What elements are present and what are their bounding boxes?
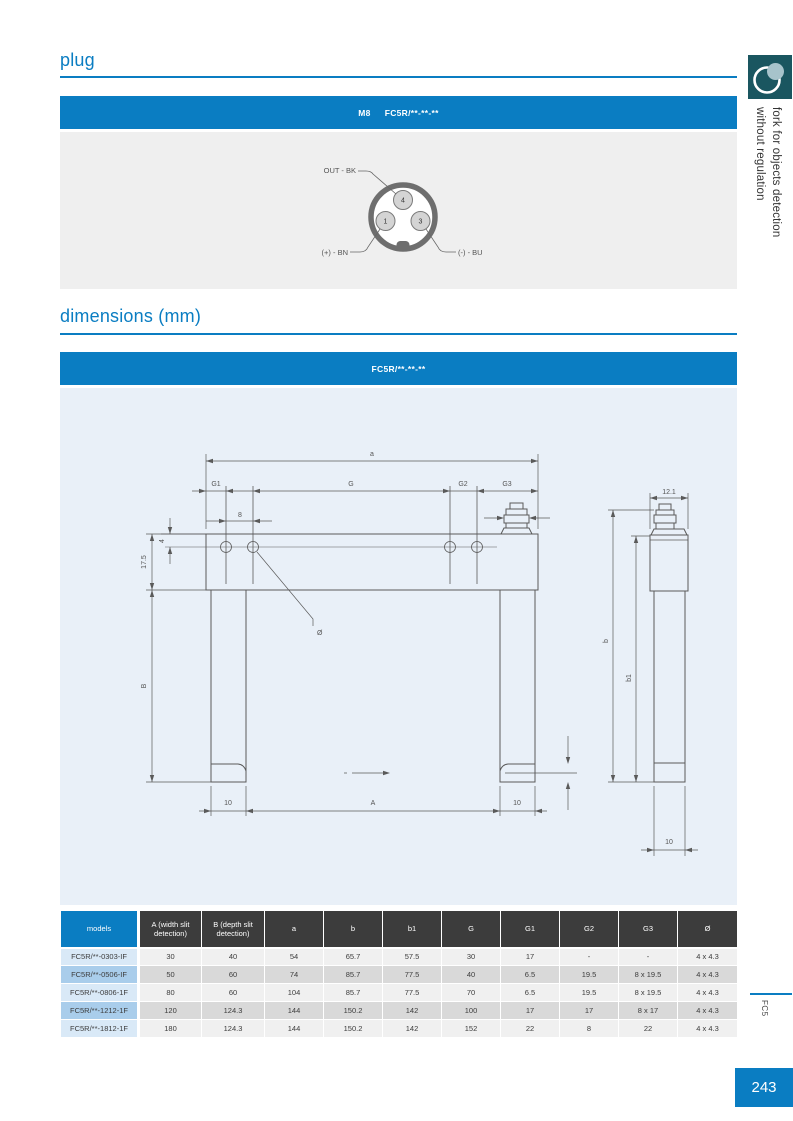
col-header: G1 bbox=[501, 911, 560, 948]
spec-value-cell: 6.5 bbox=[501, 984, 560, 1002]
col-header: b1 bbox=[383, 911, 442, 948]
spec-value-cell: 4 x 4.3 bbox=[678, 1002, 738, 1020]
table-row bbox=[61, 948, 738, 966]
spec-value-cell: 144 bbox=[265, 1002, 324, 1020]
spec-value-cell: 4 x 4.3 bbox=[678, 984, 738, 1002]
chapter-title-line1: fork for objects detection bbox=[770, 107, 782, 238]
table-row bbox=[61, 1002, 738, 1020]
model-name-cell: FC5R/**-1812-1F bbox=[61, 1020, 139, 1038]
spec-value-cell: - bbox=[560, 948, 619, 966]
spec-value-cell: 8 x 19.5 bbox=[619, 984, 678, 1002]
technical-drawing bbox=[60, 388, 737, 905]
spec-value-cell: 6.5 bbox=[501, 966, 560, 984]
spec-value-cell: 17 bbox=[501, 948, 560, 966]
dim-label-g: G bbox=[348, 481, 354, 488]
dimensions-bar bbox=[60, 352, 737, 385]
dim-label-10-side: 10 bbox=[665, 839, 673, 846]
side-view-dim-labels bbox=[603, 489, 676, 846]
spec-table-body bbox=[61, 948, 738, 1038]
spec-value-cell: 77.5 bbox=[383, 984, 442, 1002]
icon-object-circle bbox=[767, 63, 784, 80]
dim-label-b: b bbox=[603, 639, 610, 643]
front-view-arrowheads bbox=[150, 459, 570, 813]
pin-label-plus: (+) - BN bbox=[321, 248, 348, 257]
page-number: 243 bbox=[751, 1079, 777, 1096]
dim-label-8: 8 bbox=[238, 512, 242, 519]
dim-label-B: B bbox=[141, 683, 148, 689]
spec-value-cell: 70 bbox=[442, 984, 501, 1002]
col-header: B (depth slit detection) bbox=[202, 911, 265, 948]
plug-panel bbox=[60, 132, 737, 289]
dimensions-bar-model: FC5R/**-**-** bbox=[371, 363, 426, 374]
dim-label-17-5: 17.5 bbox=[141, 555, 148, 569]
col-header: A (width slit detection) bbox=[139, 911, 202, 948]
series-tab-label: FC5 bbox=[760, 1000, 769, 1017]
pin-3-number: 3 bbox=[418, 218, 423, 226]
spec-value-cell: 120 bbox=[139, 1002, 202, 1020]
dim-label-4: 4 bbox=[159, 539, 166, 543]
spec-value-cell: 80 bbox=[139, 984, 202, 1002]
spec-value-cell: 60 bbox=[202, 966, 265, 984]
chapter-title-line2: without regulation bbox=[754, 107, 766, 201]
spec-value-cell: 180 bbox=[139, 1020, 202, 1038]
spec-value-cell: 8 x 17 bbox=[619, 1002, 678, 1020]
spec-value-cell: 57.5 bbox=[383, 948, 442, 966]
spec-value-cell: 144 bbox=[265, 1020, 324, 1038]
spec-value-cell: 22 bbox=[619, 1020, 678, 1038]
col-header: Ø bbox=[678, 911, 738, 948]
dim-label-10-right: 10 bbox=[513, 800, 521, 807]
m8-pinout-diagram bbox=[238, 142, 538, 274]
plug-bar bbox=[60, 96, 737, 129]
table-row bbox=[61, 1020, 738, 1038]
chapter-title-vertical bbox=[752, 107, 784, 327]
spec-value-cell: 104 bbox=[265, 984, 324, 1002]
spec-value-cell: 40 bbox=[202, 948, 265, 966]
series-tab-rule bbox=[750, 993, 792, 995]
spec-value-cell: 30 bbox=[139, 948, 202, 966]
col-header: G3 bbox=[619, 911, 678, 948]
dim-label-a: a bbox=[370, 451, 374, 458]
plug-bar-connector: M8 bbox=[358, 107, 371, 118]
spec-value-cell: 150.2 bbox=[324, 1020, 383, 1038]
dim-label-A: A bbox=[370, 800, 376, 807]
pin-1-number: 1 bbox=[383, 218, 388, 226]
pin-4-number: 4 bbox=[401, 197, 405, 205]
spec-value-cell: 4 x 4.3 bbox=[678, 966, 738, 984]
spec-value-cell: 65.7 bbox=[324, 948, 383, 966]
spec-table-section bbox=[60, 910, 737, 1038]
front-view-outline bbox=[206, 503, 538, 782]
side-view-arrowheads bbox=[611, 496, 692, 852]
table-row bbox=[61, 984, 738, 1002]
dim-label-g1: G1 bbox=[211, 481, 221, 488]
model-name-cell: FC5R/**-0303-IF bbox=[61, 948, 139, 966]
col-header: G2 bbox=[560, 911, 619, 948]
front-view-holes bbox=[165, 486, 497, 584]
spec-value-cell: 22 bbox=[501, 1020, 560, 1038]
spec-value-cell: - bbox=[619, 948, 678, 966]
spec-value-cell: 100 bbox=[442, 1002, 501, 1020]
dim-label-g3: G3 bbox=[502, 481, 512, 488]
spec-table bbox=[60, 910, 738, 1038]
dim-label-10-left: 10 bbox=[224, 800, 232, 807]
spec-value-cell: 74 bbox=[265, 966, 324, 984]
spec-value-cell: 54 bbox=[265, 948, 324, 966]
dimensions-heading-rule bbox=[60, 333, 737, 335]
spec-value-cell: 142 bbox=[383, 1002, 442, 1020]
spec-value-cell: 85.7 bbox=[324, 984, 383, 1002]
dim-label-b1: b1 bbox=[626, 674, 633, 682]
front-view-dim-labels bbox=[141, 451, 521, 807]
spec-value-cell: 124.3 bbox=[202, 1002, 265, 1020]
spec-value-cell: 85.7 bbox=[324, 966, 383, 984]
spec-value-cell: 152 bbox=[442, 1020, 501, 1038]
model-name-cell: FC5R/**-1212-1F bbox=[61, 1002, 139, 1020]
dim-label-diameter: Ø bbox=[317, 630, 323, 637]
dimensions-panel bbox=[60, 388, 737, 905]
dim-label-12-1: 12.1 bbox=[662, 489, 676, 496]
spec-value-cell: 8 bbox=[560, 1020, 619, 1038]
spec-value-cell: 19.5 bbox=[560, 984, 619, 1002]
col-header: b bbox=[324, 911, 383, 948]
plug-bar-model: FC5R/**-**-** bbox=[384, 107, 439, 118]
plug-heading-rule bbox=[60, 76, 737, 78]
spec-value-cell: 50 bbox=[139, 966, 202, 984]
col-header-models: models bbox=[61, 911, 139, 948]
spec-value-cell: 40 bbox=[442, 966, 501, 984]
plug-heading: plug bbox=[60, 50, 95, 70]
spec-value-cell: 60 bbox=[202, 984, 265, 1002]
col-header: a bbox=[265, 911, 324, 948]
spec-value-cell: 17 bbox=[560, 1002, 619, 1020]
spec-value-cell: 30 bbox=[442, 948, 501, 966]
fork-sensor-icon bbox=[748, 55, 792, 99]
dimensions-heading: dimensions (mm) bbox=[60, 306, 202, 326]
col-header: G bbox=[442, 911, 501, 948]
pin-label-out: OUT - BK bbox=[323, 166, 356, 175]
spec-value-cell: 142 bbox=[383, 1020, 442, 1038]
table-row bbox=[61, 966, 738, 984]
model-name-cell: FC5R/**-0506-IF bbox=[61, 966, 139, 984]
spec-value-cell: 124.3 bbox=[202, 1020, 265, 1038]
page-number-badge bbox=[735, 1068, 793, 1107]
spec-value-cell: 17 bbox=[501, 1002, 560, 1020]
spec-value-cell: 8 x 19.5 bbox=[619, 966, 678, 984]
spec-value-cell: 150.2 bbox=[324, 1002, 383, 1020]
dim-label-g2: G2 bbox=[458, 481, 468, 488]
spec-value-cell: 4 x 4.3 bbox=[678, 948, 738, 966]
spec-value-cell: 77.5 bbox=[383, 966, 442, 984]
spec-value-cell: 19.5 bbox=[560, 966, 619, 984]
model-name-cell: FC5R/**-0806-1F bbox=[61, 984, 139, 1002]
pin-label-minus: (-) - BU bbox=[458, 248, 483, 257]
spec-value-cell: 4 x 4.3 bbox=[678, 1020, 738, 1038]
spec-table-header bbox=[61, 911, 738, 948]
side-view-outline bbox=[650, 504, 688, 782]
